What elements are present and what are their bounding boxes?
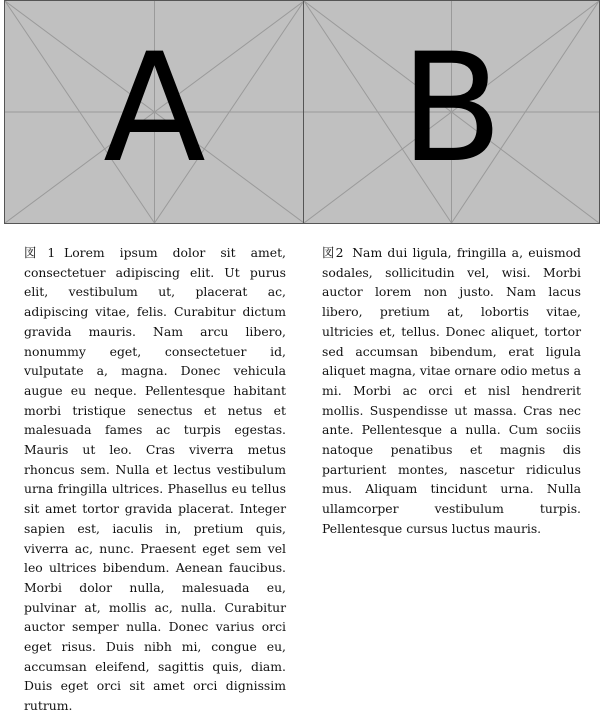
image-placeholder-b bbox=[303, 0, 600, 224]
caption-label: 図2 bbox=[322, 245, 344, 260]
caption-text: Nam dui ligula, fringilla a, euismod sodales, sollicitudin vel, wisi. Morbi auctor lorem non justo. Nam lacus libero, pretium at, lobortis vitae, ultricies et, tellus. Donec aliquet, tortor sed accumsan bibendum, erat ligula aliquet magna, vitae ornare odio metus a mi. Morbi ac orci et nisl hendrerit mollis. Suspendisse ut massa. Cras nec ante. Pellentesque a nulla. Cum sociis natoque penatibus et magnis dis parturient montes, nascetur ridiculus mus. Aliquam tincidunt urna. Nulla ullamcorper vestibulum turpis. Pellentesque cursus luctus mauris. bbox=[322, 245, 581, 536]
placeholder-letter-b: B bbox=[400, 22, 503, 196]
figure-caption-a bbox=[24, 243, 286, 716]
image-placeholder-a bbox=[4, 0, 305, 224]
caption-text: Lorem ipsum dolor sit amet, consectetuer adipiscing elit. Ut purus elit, vestibulum ut, placerat ac, adipiscing vitae, felis. Curabitur dictum gravida mauris. Nam arcu libero, nonummy eget, consectetuer id, vulputate a, magna. Donec vehicula augue eu neque. Pellentesque habitant morbi tristique senectus et netus et malesuada fames ac turpis egestas. Mauris ut leo. Cras viverra metus rhoncus sem. Nulla et lectus vestibulum urna fringilla ultrices. Phasellus eu tellus sit amet tortor gravida placerat. Integer sapien est, iaculis in, pretium quis, viverra ac, nunc. Praesent eget sem vel leo ultrices bibendum. Aenean faucibus. Morbi dolor nulla, malesuada eu, pulvinar at, mollis ac, nulla. Curabitur auctor semper nulla. Donec varius orci eget risus. Duis nibh mi, congue eu, accumsan eleifend, sagittis quis, diam. Duis eget orci sit amet orci dignissim rutrum. bbox=[24, 245, 286, 714]
figure-a bbox=[4, 0, 305, 224]
caption-label: 図1 bbox=[24, 245, 56, 260]
figure-caption-b bbox=[322, 243, 581, 539]
figure-b bbox=[303, 0, 600, 224]
placeholder-letter-a: A bbox=[103, 22, 206, 196]
